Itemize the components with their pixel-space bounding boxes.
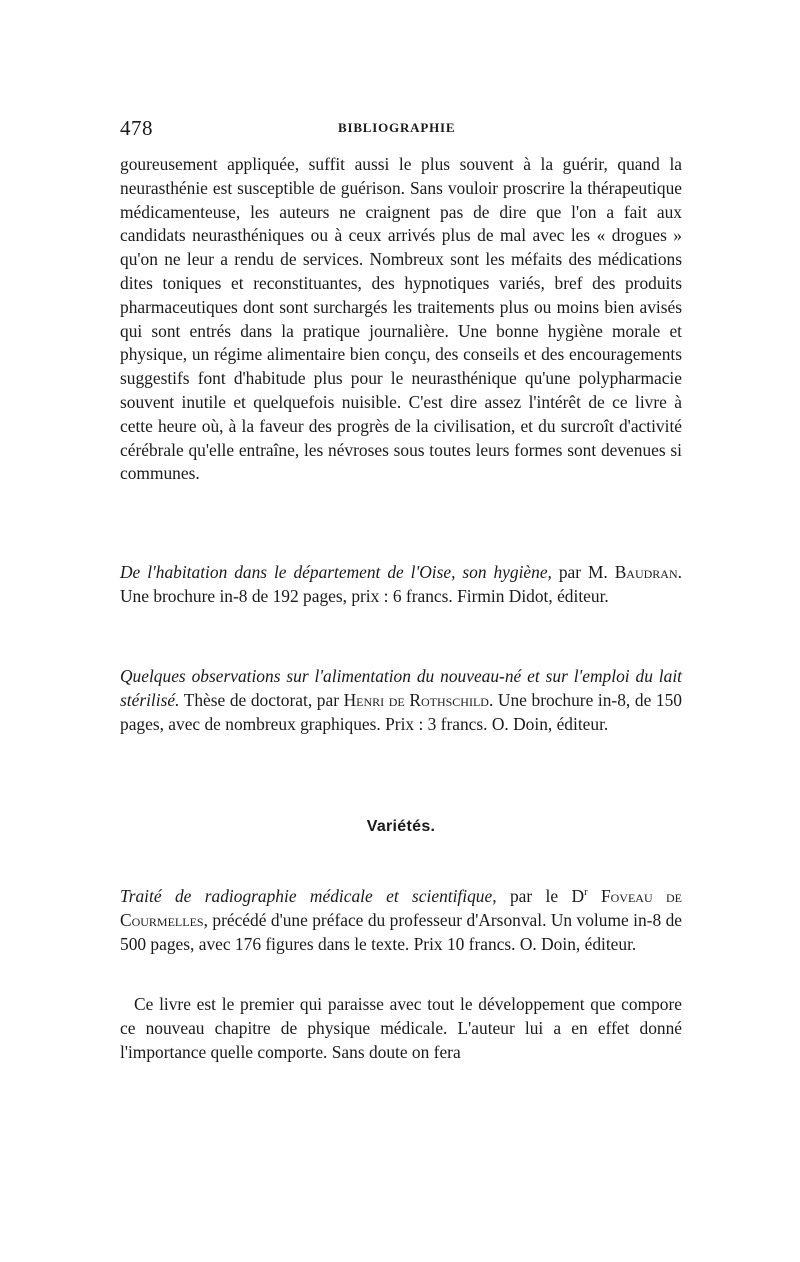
bibliography-entry-nouveau-ne bbox=[120, 665, 682, 736]
entry-by-superscript: r bbox=[584, 887, 588, 899]
entry-title: Traité de radiographie médicale et scientifique, bbox=[120, 886, 497, 906]
entry-details: . Une brochure in-8, de 150 pages, avec de nombreux graphiques. Prix : 3 francs. O. Doin, éditeur. bbox=[120, 689, 682, 734]
entry-author: Henri de Rothschild bbox=[343, 689, 489, 710]
entry-author: Foveau de Courmelles bbox=[120, 886, 682, 930]
bibliography-entry-radiographie bbox=[120, 885, 682, 956]
entry-by: Thèse de doctorat, par bbox=[179, 689, 344, 710]
running-title: BIBLIOGRAPHIE bbox=[338, 120, 456, 135]
entry-details: . Une brochure in-8 de 192 pages, prix : 6 francs. Firmin Didot, éditeur. bbox=[120, 562, 682, 606]
page-number: 478 bbox=[120, 116, 153, 140]
entry-author: Baudran bbox=[614, 562, 678, 582]
continuation-paragraph: goureusement appliquée, suffit aussi le plus souvent à la guérir, quand la neurasthénie est susceptible de guérison. Sans vouloir proscrire la thérapeutique médicamenteuse, les auteurs ne craignent pas de dire que l'on a fait aux candidats neurasthéniques ou à ceux arrivés plus de mal avec les « drogues » qu'on ne leur a rendu de services. Nombreux sont les méfaits des médications dites toniques et reconstituantes, des hypnotiques variés, bref des produits pharmaceutiques dont sont surchargés les traitements plus ou moins bien avisés qui sont entrés dans la pratique journalière. Une bonne hygiène morale et physique, un régime alimentaire bien conçu, des conseils et des encouragements suggestifs font d'habitude plus pour le neurasthénique qu'une polypharmacie souvent inutile et quelquefois nuisible. C'est dire assez l'intérêt de ce livre à cette heure où, à la faveur des progrès de la civilisation, et du surcroît d'activité cérébrale qu'elle entraîne, les névroses sous toutes leurs formes sont devenues si communes. bbox=[120, 154, 682, 484]
bibliography-entry-oise bbox=[120, 561, 682, 609]
entry-by: par M. bbox=[551, 562, 615, 582]
review-paragraph: Ce livre est le premier qui paraisse avec tout le développement que compore ce nouveau chapitre de physique médicale. L'auteur lui a en effet donné l'importance quelle comporte. Sans doute on fera bbox=[120, 994, 682, 1062]
entry-by: par le D bbox=[496, 886, 585, 906]
entry-title: Quelques observations sur l'alimentation du nouveau-né et sur l'emploi du lait stérilisé. bbox=[120, 666, 682, 710]
entry-title: De l'habitation dans le département de l'Oise, son hygiène, bbox=[120, 562, 552, 582]
entry-details: , précédé d'une préface du professeur d'Arsonval. Un volume in-8 de 500 pages, avec 176 figures dans le texte. Prix 10 francs. O. Doin, éditeur. bbox=[120, 909, 682, 954]
section-title-varietes: Variétés. bbox=[366, 818, 436, 835]
page-header bbox=[120, 116, 682, 140]
